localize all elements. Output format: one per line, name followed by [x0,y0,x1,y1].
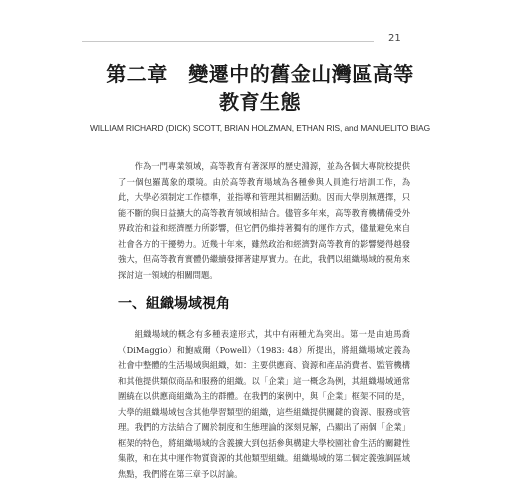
header-rule [82,41,374,42]
chapter-title-line-1: 第二章 變遷中的舊金山灣區高等 [106,62,414,86]
page-number: 21 [388,33,401,44]
chapter-title [0,60,520,116]
chapter-authors: WILLIAM RICHARD (DICK) SCOTT, BRIAN HOLZMAN, ETHAN RIS, and MANUELITO BIAG [89,123,431,133]
section-paragraph: 組織場域的概念有多種表達形式，其中有兩種尤為突出。第一是由迪馬喬（DiMaggio）和鮑威爾（Powell）（1983: 48）所提出，將組織場域定義為社會中整體的生活場域與組織，如：主要供應商、資源和產品消費者、監管機構和其他提供類似商品和服務的組織。以「企業」這一概念為例，其組織場域通常圍繞在以供應商組織為主的群體。在我們的案例中，與「企業」框架不同的是，大學的組織場域包含其他學習類型的組織，這些組織提供關鍵的資源、服務或管理。我們的方法結合了關於制度和生態理論的深刻見解，凸顯出了兩個「企業」框架的特色，將組織場域的含義擴大到包括參與構建大學校園社會生活的關鍵性集散，和在其中運作物質資源的其他類型組織。組織場域的第二個定義強調區域焦點，我們將在第三章予以討論。 [118,329,410,479]
intro-paragraph: 作為一門專業領域，高等教育有著深厚的歷史淵源，並為各個大專院校提供了一個包羅萬象的環境。由於高等教育場域為各種參與人員進行培訓工作，為此，大學必須制定工作標準，並指導和管理其相關活動。因而大學別無選擇，只能不斷的與日益擴大的高等教育領域相結合。儘管多年來，高等教育機構備受外界政治和益和經濟壓力所影響，但它們仍維持著獨有的運作方式，儘量避免來自社會各方的干擾勢力。近幾十年來，雖然政治和經濟對高等教育的影響變得越發強大，但高等教育實體仍繼續發揮著建厚實力。在此，我們以組織場域的視角來探討這一領域的相關問題。 [118,161,410,280]
section-heading: 一、組織場域視角 [118,296,230,312]
chapter-title-line-2: 教育生態 [219,90,301,114]
